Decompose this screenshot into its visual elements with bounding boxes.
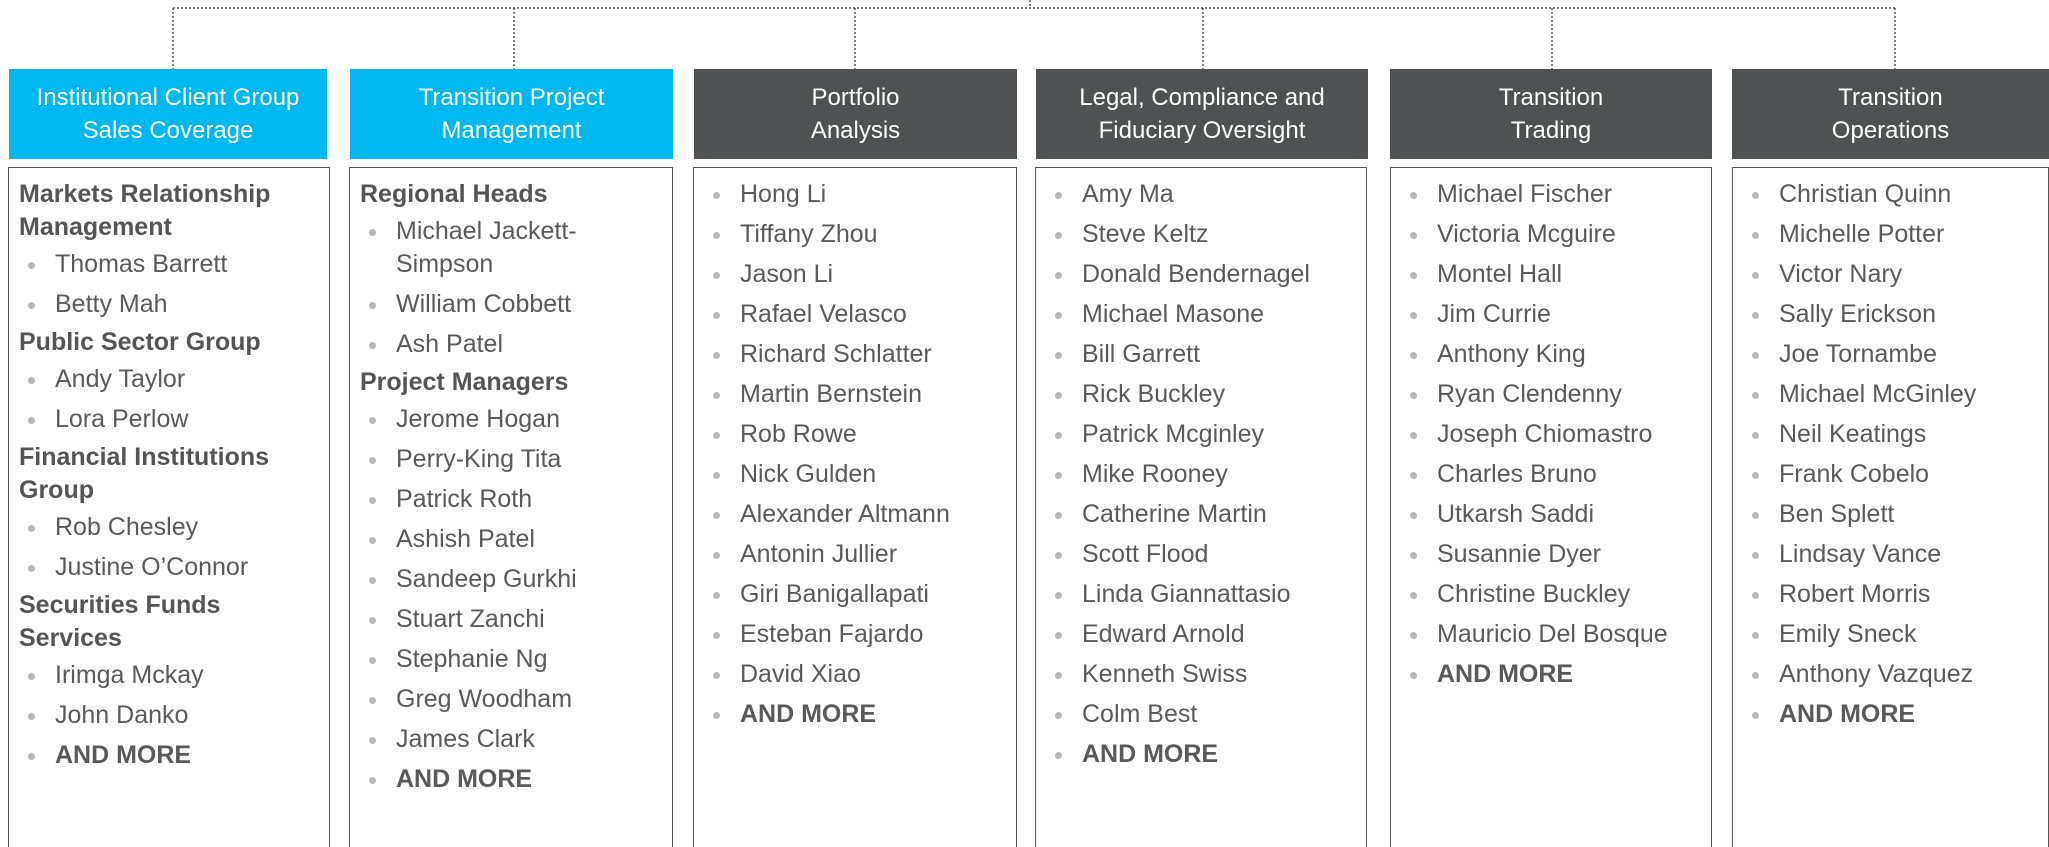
list-item: Alexander Altmann <box>704 498 1008 531</box>
column-header-0 <box>9 69 327 159</box>
column-header-label: Portfolio Analysis <box>810 84 901 144</box>
and-more-item: AND MORE <box>1046 738 1358 771</box>
list-item: James Clark <box>360 723 664 756</box>
list-item: Anthony King <box>1401 338 1703 371</box>
list-item: Ryan Clendenny <box>1401 378 1703 411</box>
list-item: Amy Ma <box>1046 178 1358 211</box>
and-more-item: AND MORE <box>704 698 1008 731</box>
list-item: Greg Woodham <box>360 683 664 716</box>
list-item: Sandeep Gurkhi <box>360 563 664 596</box>
list-item: Jason Li <box>704 258 1008 291</box>
list-item: Susannie Dyer <box>1401 538 1703 571</box>
name-list <box>19 248 321 321</box>
list-item: Anthony Vazquez <box>1743 658 2040 691</box>
list-item: Stephanie Ng <box>360 643 664 676</box>
list-item: Betty Mah <box>19 288 321 321</box>
list-item: Emily Sneck <box>1743 618 2040 651</box>
list-item: Giri Banigallapati <box>704 578 1008 611</box>
list-item: Esteban Fajardo <box>704 618 1008 651</box>
column-header-label: Institutional Client Group Sales Coverage <box>36 84 300 144</box>
name-list <box>19 363 321 436</box>
group-title: Public Sector Group <box>19 328 261 356</box>
list-item: Edward Arnold <box>1046 618 1358 651</box>
and-more-item: AND MORE <box>1743 698 2040 731</box>
list-item: Lora Perlow <box>19 403 321 436</box>
list-item: Neil Keatings <box>1743 418 2040 451</box>
list-item: Michelle Potter <box>1743 218 2040 251</box>
list-item: Hong Li <box>704 178 1008 211</box>
group-title: Regional Heads <box>360 180 548 208</box>
list-item: Bill Garrett <box>1046 338 1358 371</box>
column-panel-2 <box>693 167 1017 847</box>
list-item: Joseph Chiomastro <box>1401 418 1703 451</box>
list-item: Rob Rowe <box>704 418 1008 451</box>
list-item: William Cobbett <box>360 288 664 321</box>
name-list <box>19 511 321 584</box>
list-item: Michael Fischer <box>1401 178 1703 211</box>
and-more-item: AND MORE <box>1401 658 1703 691</box>
column-header-2 <box>694 69 1017 159</box>
and-more-item: AND MORE <box>360 763 664 796</box>
column-header-5 <box>1732 69 2049 159</box>
list-item: Linda Giannattasio <box>1046 578 1358 611</box>
column-panel-4 <box>1390 167 1712 847</box>
column-header-label: Transition Trading <box>1498 84 1604 144</box>
list-item: Utkarsh Saddi <box>1401 498 1703 531</box>
list-item: Nick Gulden <box>704 458 1008 491</box>
column-header-label: Legal, Compliance and Fiduciary Oversight <box>1079 84 1325 144</box>
list-item: Thomas Barrett <box>19 248 321 281</box>
group-title: Financial Institutions Group <box>19 443 270 504</box>
list-item: Colm Best <box>1046 698 1358 731</box>
list-item: Ben Splett <box>1743 498 2040 531</box>
list-item: Patrick Mcginley <box>1046 418 1358 451</box>
group-title: Securities Funds Services <box>19 591 221 652</box>
list-item: Donald Bendernagel <box>1046 258 1358 291</box>
list-item: Tiffany Zhou <box>704 218 1008 251</box>
group-title: Project Managers <box>360 368 569 396</box>
and-more-item: AND MORE <box>19 739 321 772</box>
list-item: Patrick Roth <box>360 483 664 516</box>
list-item: Scott Flood <box>1046 538 1358 571</box>
column-header-label: Transition Operations <box>1831 84 1950 144</box>
column-header-4 <box>1390 69 1712 159</box>
list-item: Justine O’Connor <box>19 551 321 584</box>
name-list <box>1046 178 1358 731</box>
list-item: Antonin Jullier <box>704 538 1008 571</box>
list-item: Ashish Patel <box>360 523 664 556</box>
list-item: Perry-King Tita <box>360 443 664 476</box>
list-item: Christine Buckley <box>1401 578 1703 611</box>
list-item: Victor Nary <box>1743 258 2040 291</box>
list-item: Victoria Mcguire <box>1401 218 1703 251</box>
list-item: Steve Keltz <box>1046 218 1358 251</box>
column-panel-3 <box>1035 167 1367 847</box>
list-item: Kenneth Swiss <box>1046 658 1358 691</box>
list-item: Sally Erickson <box>1743 298 2040 331</box>
list-item: Jim Currie <box>1401 298 1703 331</box>
list-item: Catherine Martin <box>1046 498 1358 531</box>
name-list <box>1401 178 1703 651</box>
name-list <box>360 215 664 361</box>
list-item: Jerome Hogan <box>360 403 664 436</box>
list-item: Michael McGinley <box>1743 378 2040 411</box>
list-item: Martin Bernstein <box>704 378 1008 411</box>
list-item: Mauricio Del Bosque <box>1401 618 1703 651</box>
column-header-1 <box>350 69 673 159</box>
list-item: Michael Jackett-Simpson <box>360 215 664 281</box>
list-item: Mike Rooney <box>1046 458 1358 491</box>
list-item: Lindsay Vance <box>1743 538 2040 571</box>
name-list <box>704 178 1008 691</box>
name-list <box>1743 178 2040 691</box>
list-item: Christian Quinn <box>1743 178 2040 211</box>
list-item: Robert Morris <box>1743 578 2040 611</box>
list-item: Joe Tornambe <box>1743 338 2040 371</box>
list-item: Rafael Velasco <box>704 298 1008 331</box>
name-list <box>19 659 321 732</box>
list-item: David Xiao <box>704 658 1008 691</box>
list-item: Michael Masone <box>1046 298 1358 331</box>
column-header-3 <box>1036 69 1368 159</box>
name-list <box>360 403 664 756</box>
list-item: Frank Cobelo <box>1743 458 2040 491</box>
list-item: Rick Buckley <box>1046 378 1358 411</box>
list-item: John Danko <box>19 699 321 732</box>
column-header-label: Transition Project Management <box>418 84 605 144</box>
list-item: Montel Hall <box>1401 258 1703 291</box>
list-item: Richard Schlatter <box>704 338 1008 371</box>
column-panel-0 <box>8 167 330 847</box>
list-item: Charles Bruno <box>1401 458 1703 491</box>
list-item: Ash Patel <box>360 328 664 361</box>
list-item: Andy Taylor <box>19 363 321 396</box>
list-item: Irimga Mckay <box>19 659 321 692</box>
list-item: Rob Chesley <box>19 511 321 544</box>
group-title: Markets Relationship Management <box>19 180 271 241</box>
list-item: Stuart Zanchi <box>360 603 664 636</box>
column-panel-5 <box>1732 167 2049 847</box>
column-panel-1 <box>349 167 673 847</box>
